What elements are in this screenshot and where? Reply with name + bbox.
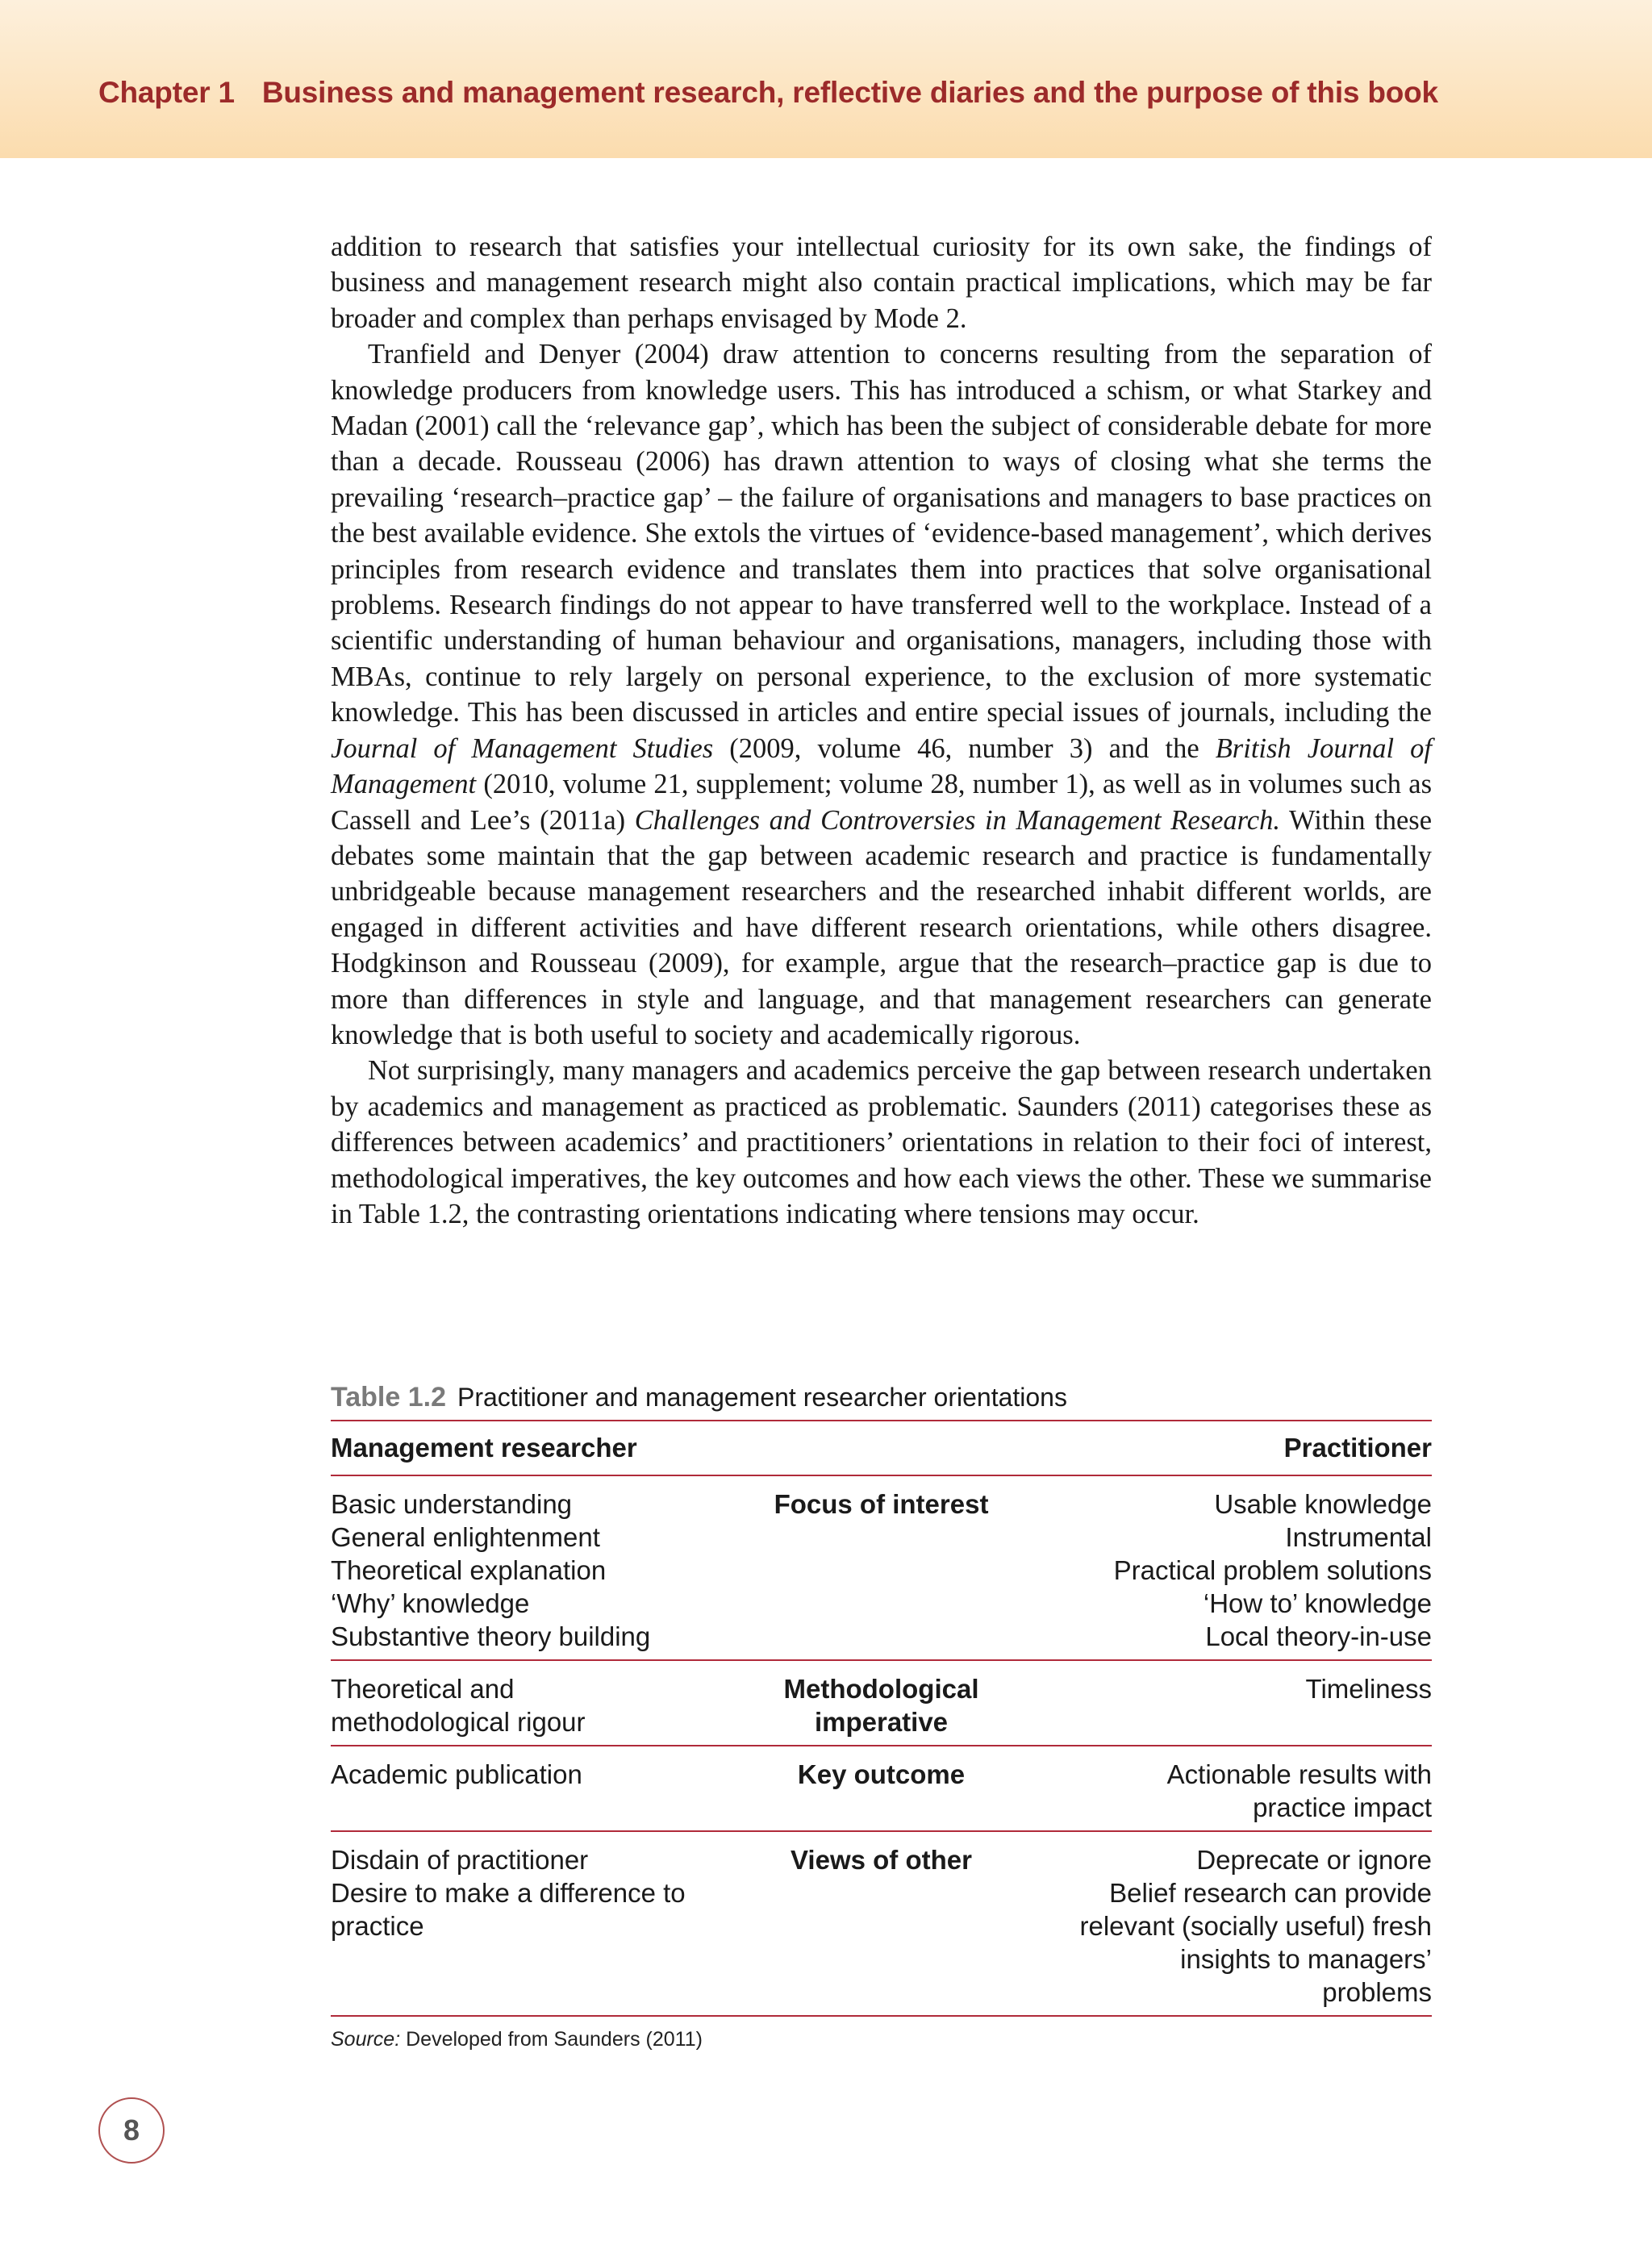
cell-line: problems (1322, 1977, 1432, 2007)
cell-line: Actionable results with (1166, 1759, 1432, 1789)
table-row (331, 1832, 1432, 2017)
cell-line: Views of other (791, 1845, 972, 1875)
cell-line: ‘Why’ knowledge (331, 1588, 530, 1618)
table-cell-mid (726, 1758, 1037, 1824)
cell-line: General enlightenment (331, 1522, 600, 1552)
table-cell-right (1037, 1843, 1432, 2009)
cell-line: Deprecate or ignore (1196, 1845, 1432, 1875)
table-cell-left (331, 1488, 726, 1653)
cell-line: Timeliness (1305, 1674, 1432, 1704)
table-caption-text: Practitioner and management researcher orientations (457, 1383, 1067, 1412)
paragraph-3: Not surprisingly, many managers and academics perceive the gap between research undertaken by academics and management as practiced as problematic. Saunders (2011) categorises these as differences between academics’ and practitioners’ orientations in relation to their foci of interest, methodological imperatives, the key outcomes and how each views the other. These we summarise in Table 1.2, the contrasting orientations indicating where tensions may occur. (331, 1055, 1432, 1229)
table-caption (331, 1375, 1432, 1421)
cell-line: practice (331, 1911, 424, 1941)
table-cell-left (331, 1843, 726, 2009)
cell-line: Methodological (783, 1674, 979, 1704)
cell-line: Academic publication (331, 1759, 582, 1789)
paragraph-2 (331, 336, 1432, 1053)
table-source (331, 2028, 703, 2051)
table-header (331, 1421, 1432, 1476)
cell-line: Substantive theory building (331, 1621, 651, 1651)
journal-title-2: British Journal of Management (331, 732, 1433, 800)
cell-line: Theoretical and (331, 1674, 515, 1704)
cell-line: Key outcome (797, 1759, 966, 1789)
paragraph-2-part-a: Tranfield and Denyer (2004) draw attention to concerns resulting from the separation of knowledge producers from knowledge users. This has introduced a schism, or what Starkey and Madan (2001) call the ‘relevance gap’, which has been the subject of considerable debate for more than a decade. Rousseau (2006) has drawn attention to ways of closing what she terms the prevailing ‘research–practice gap’ – the failure of organisations and managers to base practices on the best available evidence. She extols the virtues of ‘evidence-based management’, which derives principles from research evidence and translates them into practices that solve organisational problems. Research findings do not appear to have transferred well to the workplace. Instead of a scientific understanding of human behaviour and organisations, managers, including those with MBAs, continue to rely largely on personal experience, to the exclusion of more systematic knowledge. This has been discussed in articles and entire special issues of journals, including the (331, 339, 1432, 728)
journal-title-1: Journal of Management Studies (331, 732, 714, 764)
cell-line: Desire to make a difference to (331, 1878, 686, 1908)
cell-line: Practical problem solutions (1113, 1555, 1432, 1585)
table-row (331, 1661, 1432, 1746)
table-cell-right (1037, 1672, 1432, 1738)
source-text: Developed from Saunders (2011) (406, 2028, 703, 2051)
cell-line: Theoretical explanation (331, 1555, 607, 1585)
book-title: Challenges and Controversies in Management Research. (634, 804, 1280, 836)
cell-line: ‘How to’ knowledge (1203, 1588, 1432, 1618)
table-cell-mid (726, 1488, 1037, 1653)
paragraph-2-part-b: (2009, volume 46, number 3) and the (713, 732, 1216, 764)
table-cell-mid (726, 1672, 1037, 1738)
body-text (331, 229, 1432, 1232)
page-number: 8 (98, 2097, 165, 2164)
chapter-title: Business and management research, reflective diaries and the purpose of this book (261, 76, 1438, 109)
source-label: Source: (331, 2028, 401, 2051)
table-row (331, 1746, 1432, 1832)
cell-line: Instrumental (1285, 1522, 1432, 1552)
running-header (98, 76, 1438, 110)
cell-line: methodological rigour (331, 1707, 586, 1737)
paragraph-2-part-d: Within these debates some maintain that the gap between academic research and practice is fundamentally unbridgeable because management researchers and the researched inhabit different worlds, are engaged in different activities and have different research orientations, while others disagree. Hodgkinson and Rousseau (2009), for example, argue that the research–practice gap is due to more than differences in style and language, and that management researchers can generate knowledge that is both useful to society and academically rigorous. (331, 804, 1433, 1050)
table-cell-left (331, 1672, 726, 1738)
cell-line: Basic understanding (331, 1489, 573, 1519)
cell-line: Usable knowledge (1214, 1489, 1432, 1519)
cell-line: Disdain of practitioner (331, 1845, 589, 1875)
cell-line: insights to managers’ (1180, 1944, 1432, 1974)
header-practitioner: Practitioner (1283, 1433, 1432, 1463)
cell-line: Focus of interest (774, 1489, 989, 1519)
header-management-researcher: Management researcher (331, 1433, 637, 1463)
table-cell-right (1037, 1758, 1432, 1824)
table-number: Table 1.2 (331, 1382, 446, 1413)
cell-line: Belief research can provide (1109, 1878, 1432, 1908)
orientation-table (331, 1375, 1432, 2017)
table-body (331, 1476, 1432, 2017)
table-cell-left (331, 1758, 726, 1824)
cell-line: relevant (socially useful) fresh (1079, 1911, 1432, 1941)
table-cell-right (1037, 1488, 1432, 1653)
cell-line: imperative (814, 1707, 949, 1737)
paragraph-2-part-c: (2010, volume 21, supplement; volume 28, number 1), as well as in volumes such as Cassell and Lee’s (2011a) (331, 769, 1432, 836)
cell-line: Local theory-in-use (1205, 1621, 1432, 1651)
table-row (331, 1476, 1432, 1661)
table-cell-mid (726, 1843, 1037, 2009)
paragraph-1: addition to research that satisfies your intellectual curiosity for its own sake, the findings of business and management research might also contain practical implications, which may be far broader and complex than perhaps envisaged by Mode 2. (331, 232, 1432, 334)
cell-line: practice impact (1253, 1792, 1432, 1822)
chapter-label: Chapter 1 (98, 76, 235, 109)
